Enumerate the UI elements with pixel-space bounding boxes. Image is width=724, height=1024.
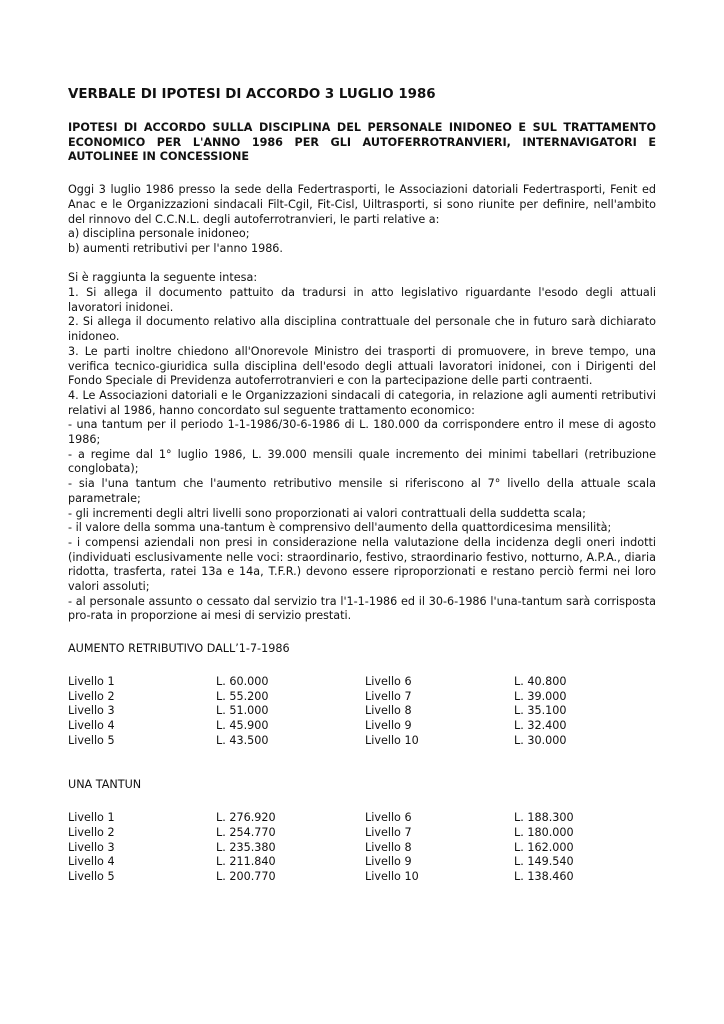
intro-paragraph: Oggi 3 luglio 1986 presso la sede della Federtrasporti, le Associazioni datoriali Federtrasporti, Fenit ed Anac e le Organizzazioni sindacali Filt-Cgil, Fit-Cisl, Uiltrasporti, si sono riunite per definire, nell'ambito del rinnovo del C.C.N.L. degli autoferrotranvieri, le parti relative a: [68, 183, 656, 226]
agreement-point-2: 2. Si allega il documento relativo alla disciplina contrattuale del personale che in futuro sarà dichiarato inidoneo. [68, 315, 656, 344]
level-label: Livello 5 [68, 733, 115, 747]
level-value: L. 254.770 [216, 825, 276, 839]
level-value: L. 200.770 [216, 869, 276, 883]
agreement-lead: Si è raggiunta la seguente intesa: [68, 271, 258, 285]
level-label: Livello 6 [365, 811, 412, 825]
table-row [68, 855, 656, 870]
level-value: L. 188.300 [514, 811, 574, 825]
agreement-bullet: - gli incrementi degli altri livelli sono proporzionati ai valori contrattuali della suddetta scala; [68, 506, 586, 520]
level-label: Livello 4 [68, 855, 115, 869]
level-value: L. 32.400 [514, 719, 567, 732]
intro-item-a: a) disciplina personale inidoneo; [68, 227, 250, 241]
level-value: L. 39.000 [514, 689, 567, 703]
intro-item-b: b) aumenti retributivi per l'anno 1986. [68, 241, 283, 255]
agreement-bullet: - a regime dal 1° luglio 1986, L. 39.000 mensili quale incremento dei minimi tabellari (retribuzione conglobata); [68, 447, 656, 476]
level-value: L. 149.540 [514, 855, 574, 869]
level-value: L. 276.920 [216, 811, 276, 825]
document-subtitle: IPOTESI DI ACCORDO SULLA DISCIPLINA DEL PERSONALE INIDONEO E SUL TRATTAMENTO ECONOMICO PER L'ANNO 1986 PER GLI AUTOFERROTRANVIERI, INTERNAVIGATORI E AUTOLINEE IN CONCESSIONE [68, 121, 656, 164]
agreement-bullet: - il valore della somma una-tantum è comprensivo dell'aumento della quattordicesima mensilità; [68, 521, 612, 535]
table-row [68, 675, 656, 690]
table-row [68, 704, 656, 719]
level-label: Livello 9 [365, 719, 412, 732]
level-value: L. 235.380 [216, 840, 276, 854]
level-label: Livello 6 [365, 674, 412, 688]
agreement-point-3: 3. Le parti inoltre chiedono all'Onorevole Ministro dei trasporti di promuovere, in breve tempo, una verifica tecnico-giuridica sulla disciplina dell'esodo degli attuali lavoratori inidonei, con i Dirigenti del Fondo Speciale di Previdenza autoferrotranvieri e con la partecipazione delle parti contraenti. [68, 344, 656, 388]
aumento-title: AUMENTO RETRIBUTIVO DALL’1-7-1986 [68, 642, 290, 656]
table-row [68, 841, 656, 856]
level-label: Livello 10 [365, 869, 419, 883]
document-title: VERBALE DI IPOTESI DI ACCORDO 3 LUGLIO 1986 [68, 87, 436, 102]
table-row [68, 826, 656, 841]
level-label: Livello 2 [68, 825, 115, 839]
table-row [68, 870, 656, 885]
level-label: Livello 5 [68, 869, 115, 883]
agreement-bullet: - i compensi aziendali non presi in considerazione nella valutazione della incidenza degli oneri indotti (individuati esclusivamente nelle voci: straordinario, festivo, straordinario festivo, notturno, A.P.A., diaria ridotta, trasferta, ratei 13a e 14a, T.F.R.) devono essere riproporzionati e restano perciò fermi nei loro valori assoluti; [68, 535, 656, 594]
level-value: L. 51.000 [216, 704, 269, 718]
level-value: L. 45.900 [216, 719, 269, 732]
una-tantum-title: UNA TANTUN [68, 778, 142, 792]
level-value: L. 211.840 [216, 855, 276, 869]
intro-section [68, 183, 656, 257]
level-label: Livello 3 [68, 704, 115, 718]
level-label: Livello 4 [68, 719, 115, 732]
agreement-point-1: 1. Si allega il documento pattuito da tradursi in atto legislativo riguardante l'esodo degli attuali lavoratori inidonei. [68, 286, 656, 314]
level-label: Livello 8 [365, 840, 412, 854]
table-row [68, 690, 656, 705]
level-label: Livello 7 [365, 825, 412, 839]
level-value: L. 55.200 [216, 689, 269, 703]
level-value: L. 35.100 [514, 704, 567, 718]
table-row [68, 811, 656, 826]
level-value: L. 40.800 [514, 674, 567, 688]
level-label: Livello 8 [365, 704, 412, 718]
level-label: Livello 1 [68, 674, 115, 688]
una-tantum-table [68, 811, 656, 885]
level-value: L. 43.500 [216, 733, 269, 747]
level-value: L. 30.000 [514, 733, 567, 747]
agreement-bullet: - sia l'una tantum che l'aumento retributivo mensile si riferiscono al 7° livello della attuale scala parametrale; [68, 477, 656, 505]
agreement-bullet: - una tantum per il periodo 1-1-1986/30-6-1986 di L. 180.000 da corrispondere entro il mese di agosto 1986; [68, 418, 656, 447]
level-label: Livello 10 [365, 733, 419, 747]
table-row [68, 734, 656, 749]
level-label: Livello 7 [365, 689, 412, 703]
table-row [68, 719, 656, 734]
document-page [68, 86, 656, 915]
level-label: Livello 1 [68, 811, 115, 825]
level-value: L. 180.000 [514, 825, 574, 839]
aumento-table [68, 675, 656, 749]
agreement-point-4: 4. Le Associazioni datoriali e le Organizzazioni sindacali di categoria, in relazione agli aumenti retributivi relativi al 1986, hanno concordato sul seguente trattamento economico: [68, 388, 656, 417]
level-value: L. 138.460 [514, 869, 574, 883]
level-label: Livello 2 [68, 689, 115, 703]
level-value: L. 60.000 [216, 674, 269, 688]
level-value: L. 162.000 [514, 840, 574, 854]
agreement-section [68, 271, 656, 624]
level-label: Livello 3 [68, 840, 115, 854]
agreement-bullet: - al personale assunto o cessato dal servizio tra l'1-1-1986 ed il 30-6-1986 l'una-tantum sarà corrisposta pro-rata in proporzione ai mesi di servizio prestati. [68, 594, 656, 623]
level-label: Livello 9 [365, 855, 412, 869]
